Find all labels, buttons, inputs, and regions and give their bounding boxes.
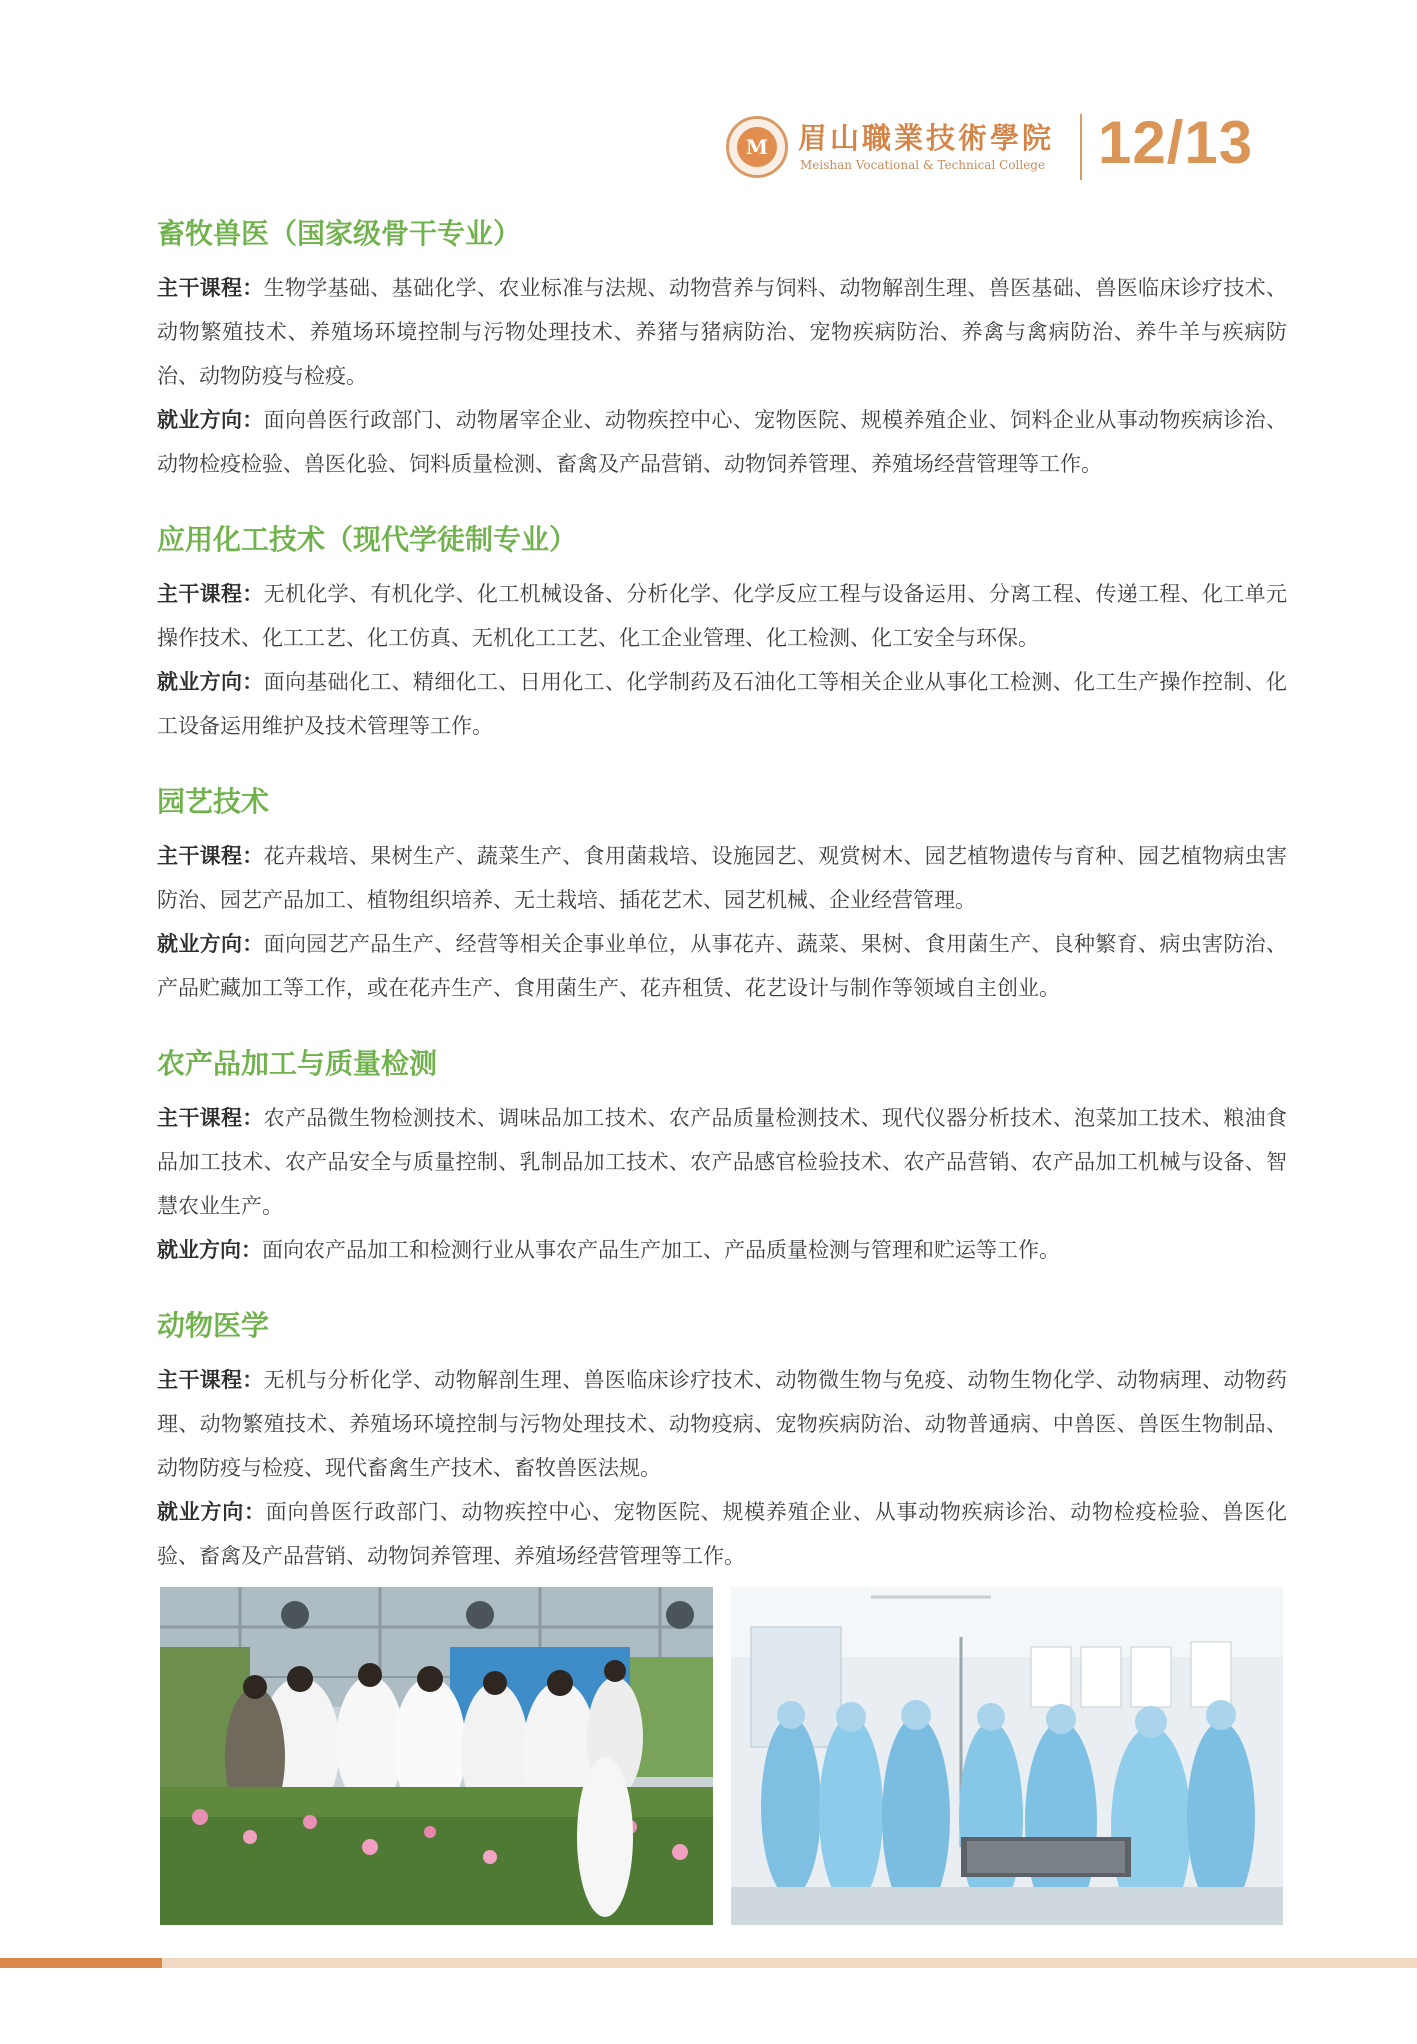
career-label: 就业方向： <box>157 670 264 694</box>
page-numbers: 12/13 <box>1098 109 1254 176</box>
career-text: 面向基础化工、精细化工、日用化工、化学制药及石油化工等相关企业从事化工检测、化工生产操作控制、化工设备运用维护及技术管理等工作。 <box>157 670 1288 738</box>
career-text: 面向农产品加工和检测行业从事农产品生产加工、产品质量检测与管理和贮运等工作。 <box>262 1238 1060 1262</box>
header-divider <box>1080 114 1082 180</box>
career-paragraph <box>157 398 1287 486</box>
college-name-cn: 眉山職業技術學院 <box>798 121 1055 155</box>
courses-paragraph <box>157 834 1287 922</box>
greenhouse-class-photo <box>160 1587 713 1925</box>
bottom-decor-bar <box>0 1958 1417 1968</box>
college-name-en: Meishan Vocational & Technical College <box>800 158 1046 172</box>
major-section <box>157 782 1287 1010</box>
major-section <box>157 1306 1287 1578</box>
courses-label: 主干课程： <box>157 844 264 868</box>
major-title: 园艺技术 <box>157 785 270 818</box>
courses-paragraph <box>157 1096 1287 1228</box>
career-text: 面向园艺产品生产、经营等相关企事业单位，从事花卉、蔬菜、果树、食用菌生产、良种繁育、病虫害防治、产品贮藏加工等工作，或在花卉生产、食用菌生产、花卉租赁、花艺设计与制作等领域自主创业。 <box>157 932 1288 1000</box>
major-title: 畜牧兽医（国家级骨干专业） <box>157 217 522 250</box>
major-title: 农产品加工与质量检测 <box>157 1047 438 1080</box>
career-label: 就业方向： <box>157 408 264 432</box>
career-label: 就业方向： <box>157 1238 262 1262</box>
major-section <box>157 1044 1287 1272</box>
career-text: 面向兽医行政部门、动物屠宰企业、动物疾控中心、宠物医院、规模养殖企业、饲料企业从事动物疾病诊治、动物检疫检验、兽医化验、饲料质量检测、畜禽及产品营销、动物饲养管理、养殖场经营管理等工作。 <box>157 408 1288 476</box>
courses-text: 无机化学、有机化学、化工机械设备、分析化学、化学反应工程与设备运用、分离工程、传递工程、化工单元操作技术、化工工艺、化工仿真、无机化工工艺、化工企业管理、化工检测、化工安全与环保。 <box>157 582 1288 650</box>
college-seal-logo: M <box>726 116 788 178</box>
bottom-decor-accent <box>0 1958 162 1968</box>
major-title: 动物医学 <box>157 1309 270 1342</box>
career-paragraph <box>157 1228 1287 1272</box>
courses-paragraph <box>157 266 1287 398</box>
courses-label: 主干课程： <box>157 276 264 300</box>
courses-label: 主干课程： <box>157 1106 264 1130</box>
lab-surgery-photo <box>731 1587 1283 1925</box>
courses-paragraph <box>157 1358 1287 1490</box>
courses-label: 主干课程： <box>157 582 264 606</box>
courses-text: 农产品微生物检测技术、调味品加工技术、农产品质量检测技术、现代仪器分析技术、泡菜加工技术、粮油食品加工技术、农产品安全与质量控制、乳制品加工技术、农产品感官检验技术、农产品营销、农产品加工机械与设备、智慧农业生产。 <box>157 1106 1288 1218</box>
main-content <box>157 214 1287 1612</box>
courses-label: 主干课程： <box>157 1368 264 1392</box>
career-paragraph <box>157 1490 1287 1578</box>
courses-text: 生物学基础、基础化学、农业标准与法规、动物营养与饲料、动物解剖生理、兽医基础、兽医临床诊疗技术、动物繁殖技术、养殖场环境控制与污物处理技术、养猪与猪病防治、宠物疾病防治、养禽与禽病防治、养牛羊与疾病防治、动物防疫与检疫。 <box>157 276 1288 388</box>
photo-strip <box>160 1587 1282 1927</box>
major-section <box>157 520 1287 748</box>
career-label: 就业方向： <box>157 1500 266 1524</box>
major-section <box>157 214 1287 486</box>
page-header <box>720 109 1280 182</box>
career-paragraph <box>157 660 1287 748</box>
career-text: 面向兽医行政部门、动物疾控中心、宠物医院、规模养殖企业、从事动物疾病诊治、动物检疫检验、兽医化验、畜禽及产品营销、动物饲养管理、养殖场经营管理等工作。 <box>157 1500 1288 1568</box>
career-paragraph <box>157 922 1287 1010</box>
career-label: 就业方向： <box>157 932 264 956</box>
courses-paragraph <box>157 572 1287 660</box>
courses-text: 无机与分析化学、动物解剖生理、兽医临床诊疗技术、动物微生物与免疫、动物生物化学、动物病理、动物药理、动物繁殖技术、养殖场环境控制与污物处理技术、动物疫病、宠物疾病防治、动物普通病、中兽医、兽医生物制品、动物防疫与检疫、现代畜禽生产技术、畜牧兽医法规。 <box>157 1368 1288 1480</box>
courses-text: 花卉栽培、果树生产、蔬菜生产、食用菌栽培、设施园艺、观赏树木、园艺植物遗传与育种、园艺植物病虫害防治、园艺产品加工、植物组织培养、无土栽培、插花艺术、园艺机械、企业经营管理。 <box>157 844 1288 912</box>
major-title: 应用化工技术（现代学徒制专业） <box>157 523 578 556</box>
